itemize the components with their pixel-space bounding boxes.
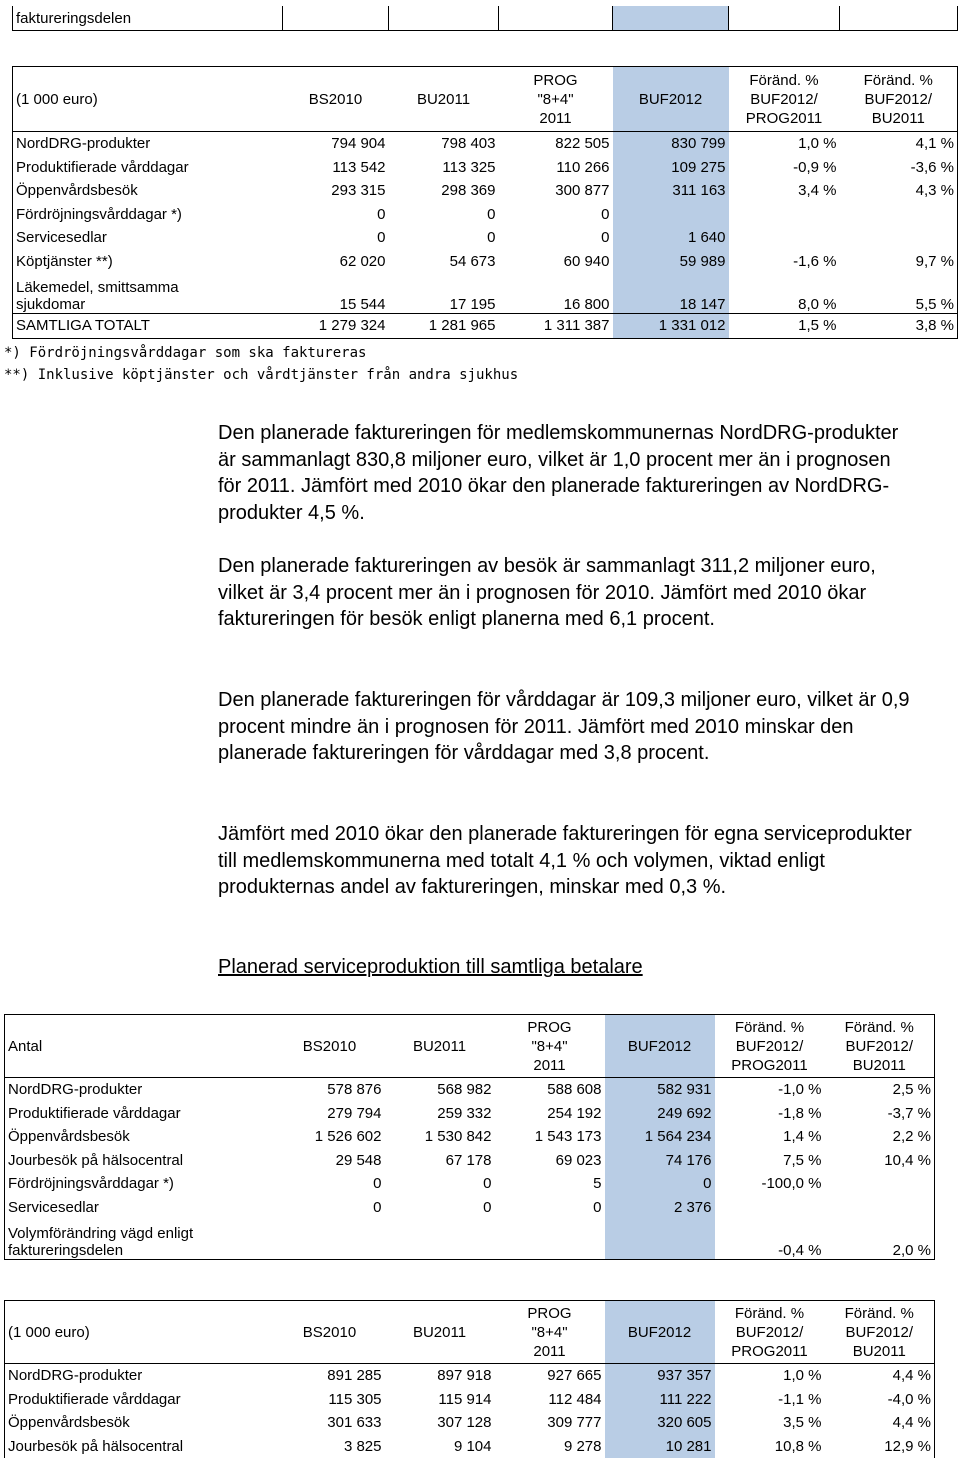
table-cell: 582 931 [605,1078,715,1102]
table-cell: 1 640 [613,226,729,250]
table-cell: 9,7 % [915,252,954,270]
table-cell: 0 [377,229,386,247]
table-row [5,1388,935,1412]
table-cell: -1,8 % [778,1104,822,1122]
column-header: BU2011 [389,67,499,132]
column-header: BUF2012 [613,67,729,132]
column-header: (1 000 euro) [13,67,283,132]
table-cell: -3,6 % [910,158,954,176]
table-cell: 293 315 [331,182,386,200]
table-cell: 794 904 [331,135,386,153]
table-cell: -1,6 % [793,252,837,270]
paragraph-service-products: Jämfört med 2010 ökar den planerade faktureringen för egna serviceprodukter till medlemskommunerna med totalt 4,1 % och volymen, viktad enligt produkternas andel av faktureringen, minskar med 0,3 %. [218,823,912,898]
column-header: Föränd. % BUF2012/ PROG2011 [715,1301,825,1364]
table-cell: 69 023 [555,1151,602,1169]
header-row [5,1301,935,1364]
table-cell: 17 195 [449,296,496,313]
table-cell: 2 376 [605,1196,715,1220]
table-cell: 54 673 [449,252,496,270]
table-cell: 1 526 602 [314,1128,382,1146]
row-label: Fördröjningsvårddagar *) [16,205,182,223]
table-row [5,1219,935,1260]
table-cell: 1 564 234 [605,1125,715,1149]
table-cell: 279 794 [327,1104,382,1122]
row-label: Öppenvårdsbesök [8,1128,130,1146]
table-row [5,1364,935,1388]
table-row [5,1411,935,1435]
table-cell [729,226,840,250]
table-cell: 3 825 [343,1437,382,1455]
table-cell: 1,5 % [729,314,840,339]
table-cell: 1,0 % [798,135,837,153]
table-cell: 4,4 % [892,1367,931,1385]
row-label: NordDRG-produkter [16,135,151,153]
table-cell: -1,1 % [778,1390,822,1408]
table-cell: 307 128 [437,1414,492,1432]
table-cell: 4,1 % [915,135,954,153]
table-cell: 0 [483,1198,492,1216]
table-cell: 0 [377,205,386,223]
table-row [5,1125,935,1149]
table-cell: 0 [487,229,496,247]
column-header: Föränd. % BUF2012/ BU2011 [825,1015,935,1078]
column-header: Föränd. % BUF2012/ PROG2011 [715,1015,825,1078]
table-cell [385,1219,495,1260]
table-cell: 0 [605,1172,715,1196]
table-cell: 891 285 [327,1367,382,1385]
row-label: Produktifierade vårddagar [16,158,189,176]
table-cell [605,1219,715,1260]
column-header: PROG "8+4" 2011 [499,67,613,132]
row-label: Servicesedlar [8,1198,99,1216]
table-cell: -0,9 % [793,158,837,176]
table-cell: 588 608 [547,1081,602,1099]
table-cell: 822 505 [555,135,610,153]
header-row [13,67,958,132]
column-header: BS2010 [275,1301,385,1364]
table-cell: 578 876 [327,1081,382,1099]
table-cell: 0 [487,205,496,223]
column-header: PROG "8+4" 2011 [495,1015,605,1078]
table-cell: 568 982 [437,1081,492,1099]
table-row [5,1102,935,1126]
column-header: BUF2012 [605,1015,715,1078]
table-cell: 0 [373,1175,382,1193]
table-cell: 113 325 [442,158,496,176]
table-cell: -100,0 % [761,1175,822,1193]
table-cell: 12,9 % [884,1437,931,1455]
table-cell: 10,4 % [884,1151,931,1169]
table-cell [275,1219,385,1260]
table-cell: 5,5 % [915,296,954,313]
table-cell: 3,5 % [783,1414,822,1432]
table-cell: 897 918 [437,1367,492,1385]
table-cell: 798 403 [441,135,496,153]
table-row [5,1078,935,1102]
table-cell: 112 484 [548,1390,602,1408]
table-cell [729,203,840,227]
footnote-1: *) Fördröjningsvårddagar som ska faktureras [4,345,367,361]
header-row [5,1015,935,1078]
table-cell: -4,0 % [887,1390,931,1408]
top-strip-table [12,6,958,31]
table-cell: 60 940 [563,252,610,270]
table-cell: 300 877 [555,182,610,200]
row-label: Öppenvårdsbesök [8,1414,130,1432]
row-label: SAMTLIGA TOTALT [13,314,283,339]
table-cell: 2,0 % [892,1242,931,1259]
table-row [13,226,958,250]
table-cell: 1,4 % [783,1128,822,1146]
table-cell: 0 [601,205,610,223]
paragraph-bed-days: Den planerade faktureringen för vårddagar är 109,3 miljoner euro, vilket är 0,9 procent mindre än i prognosen för 2011. Jämfört med 2010 minskar den planerade faktureringen för vårddagar med 3,8 procent. [218,689,910,764]
table-cell: 311 163 [613,179,729,203]
column-header: BUF2012 [605,1301,715,1364]
table-cell: 8,0 % [798,296,837,313]
row-label: Jourbesök på hälsocentral [8,1437,184,1455]
table-cell: 7,5 % [783,1151,822,1169]
column-header: Föränd. % BUF2012/ BU2011 [840,67,958,132]
table-cell: 2,2 % [892,1128,931,1146]
section-heading: Planerad serviceproduktion till samtliga betalare [218,956,643,978]
table-cell [495,1219,605,1260]
column-header: BS2010 [283,67,389,132]
table-cell: -3,7 % [887,1104,931,1122]
table-cell: 1 279 324 [283,314,389,339]
table-row [13,203,958,227]
table-cell: 9 278 [563,1437,602,1455]
row-label: NordDRG-produkter [8,1367,143,1385]
table-cell: 927 665 [547,1367,602,1385]
row-label: NordDRG-produkter [8,1081,143,1099]
table-cell: 9 104 [453,1437,492,1455]
table-cell [613,203,729,227]
column-header: Föränd. % BUF2012/ BU2011 [825,1301,935,1364]
row-label: Servicesedlar [16,229,107,247]
table-cell [715,1196,825,1220]
table-cell: 16 800 [563,296,610,313]
table-cell [840,203,958,227]
row-label: Fördröjningsvårddagar *) [8,1175,174,1193]
table-cell: 110 266 [556,158,610,176]
row-label: Volymförändring vägd enligt faktureringsdelen [8,1225,194,1259]
production-volume-table-body [5,1015,935,1260]
table-cell: 0 [601,229,610,247]
column-header: Antal [5,1015,275,1078]
table-row [5,1149,935,1173]
column-header: Föränd. % BUF2012/ PROG2011 [729,67,840,132]
row-label: Produktifierade vårddagar [8,1390,181,1408]
table-cell: 0 [483,1175,492,1193]
paragraph-visits: Den planerade faktureringen av besök är sammanlagt 311,2 miljoner euro, vilket är 3,4 procent mer än i prognosen för 2010. Jämfört med 2010 ökar faktureringen för besök enligt planerna med 6,1 procent. [218,555,876,630]
table-cell: 830 799 [613,132,729,156]
table-cell: 1 331 012 [613,314,729,339]
column-header: BU2011 [385,1301,495,1364]
billing-table-body [13,67,958,339]
production-value-table [4,1300,935,1458]
table-cell: 2,5 % [892,1081,931,1099]
strip-label: faktureringsdelen [13,6,283,31]
table-cell [840,226,958,250]
production-volume-table [4,1014,935,1260]
row-label: Produktifierade vårddagar [8,1104,181,1122]
table-row [5,1196,935,1220]
table-cell: 259 332 [437,1104,492,1122]
table-cell: 3,8 % [840,314,958,339]
production-value-table-body [5,1301,935,1459]
table-cell: 1 281 965 [389,314,499,339]
row-label: Läkemedel, smittsamma sjukdomar [16,279,179,313]
table-cell: 254 192 [547,1104,602,1122]
table-row [13,273,958,314]
table-row [13,314,958,339]
table-cell: 1,0 % [783,1367,822,1385]
column-header: PROG "8+4" 2011 [495,1301,605,1364]
table-cell: 309 777 [547,1414,602,1432]
table-cell: 59 989 [613,250,729,274]
table-cell: 18 147 [613,273,729,314]
table-cell [825,1196,935,1220]
table-cell [825,1172,935,1196]
column-header: BS2010 [275,1015,385,1078]
row-label: Köptjänster **) [16,252,113,270]
paragraph-drg: Den planerade faktureringen för medlemskommunernas NordDRG-produkter är sammanlagt 830,8 miljoner euro, vilket är 1,0 procent mer än i prognosen för 2011. Jämfört med 2010 ökar den planerade faktureringen av NordDRG-produkter 4,5 %. [218,422,899,524]
table-cell: 0 [593,1198,602,1216]
table-cell: 301 633 [327,1414,382,1432]
row-label: Jourbesök på hälsocentral [8,1151,184,1169]
table-row [13,156,958,180]
table-cell: 10,8 % [774,1437,822,1455]
table-cell: 115 914 [438,1390,492,1408]
table-cell: 1 311 387 [499,314,613,339]
table-cell: 113 542 [332,158,386,176]
table-cell: 15 544 [339,296,386,313]
footnote-2: **) Inklusive köptjänster och vårdtjänster från andra sjukhus [4,367,519,383]
table-cell: 10 281 [605,1435,715,1459]
table-cell: 5 [593,1175,602,1193]
table-cell: 320 605 [605,1411,715,1435]
table-cell: 3,4 % [798,182,837,200]
table-cell: 62 020 [339,252,386,270]
table-cell: 249 692 [605,1102,715,1126]
column-header: BU2011 [385,1015,495,1078]
table-row [5,1435,935,1459]
table-cell: -0,4 % [778,1242,822,1259]
table-row [13,179,958,203]
table-cell: 4,4 % [892,1414,931,1432]
table-cell: 111 222 [605,1388,715,1412]
table-cell: 4,3 % [915,182,954,200]
billing-table [12,66,958,339]
table-cell: 937 357 [605,1364,715,1388]
table-cell: 1 543 173 [534,1128,602,1146]
table-row [13,132,958,156]
table-cell: 29 548 [335,1151,382,1169]
column-header: (1 000 euro) [5,1301,275,1364]
table-cell: 1 530 842 [424,1128,492,1146]
table-cell: 0 [373,1198,382,1216]
table-cell: 115 305 [328,1390,382,1408]
table-cell: 109 275 [613,156,729,180]
table-cell: -1,0 % [778,1081,822,1099]
table-row [5,1172,935,1196]
table-cell: 298 369 [441,182,496,200]
row-label: Öppenvårdsbesök [16,182,138,200]
table-row [13,250,958,274]
table-cell: 74 176 [605,1149,715,1173]
table-cell: 67 178 [445,1151,492,1169]
